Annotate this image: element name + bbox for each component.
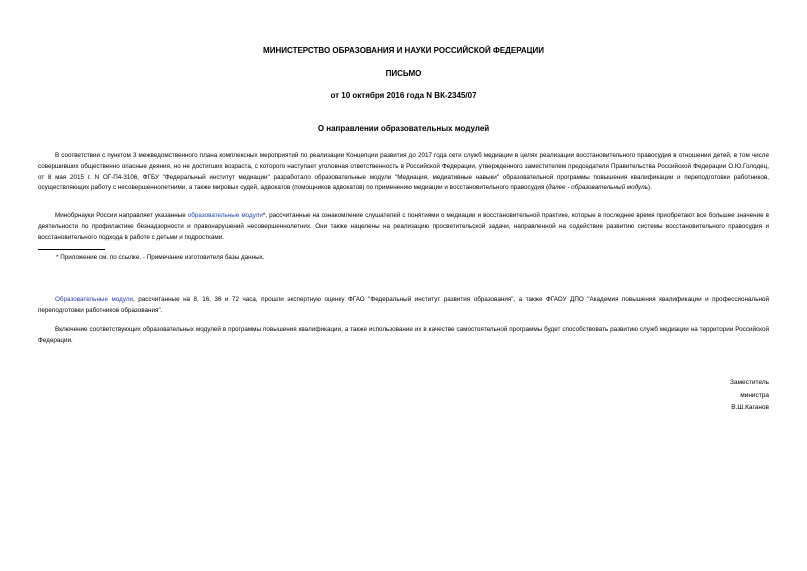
document-type: ПИСЬМО (385, 69, 422, 78)
modules-link[interactable]: образовательные модули (187, 212, 263, 219)
document-subject: О направлении образовательных модулей (317, 124, 490, 133)
paragraph-2 (38, 211, 769, 243)
signature-position: Заместитель (730, 379, 769, 386)
footnote: * Приложение см. по ссылке. - Примечание изготовителя базы данных. (56, 254, 265, 261)
signature-position-2: министра (740, 391, 769, 399)
signature-block (649, 377, 769, 415)
modules-link-2[interactable]: Образовательные модули (55, 296, 134, 303)
paragraph-2-rest: *, рассчитанные на ознакомление слушателей с понятиями о медиации и восстановительной практике, которые в последнее время приобретают все большее значение в деятельности по профилактике безнадзорности и правонарушений несовершеннолетних. Они также нацелены на реализацию просветительской задачи, направленной на содействие развитию системы восстановительного правосудия и восстановительного подхода в работе с детьми и подростками. (38, 212, 769, 241)
ministry-title: МИНИСТЕРСТВО ОБРАЗОВАНИЯ И НАУКИ РОССИЙСКОЙ ФЕДЕРАЦИИ (263, 46, 544, 55)
footnote-divider (38, 249, 105, 250)
paragraph-3-rest: , рассчитанные на 8, 16, 36 и 72 часа, прошли экспертную оценку ФГАО "Федеральный институт развития образования", а также ФГАОУ ДПО "Академия повышения квалификации и профессиональной переподготовки работников образования". (38, 296, 769, 314)
paragraph-1 (38, 151, 769, 194)
paragraph-1-text: В соответствии с пунктом 3 межведомственного плана комплексных мероприятий по реализации Концепции развития до 2017 года сети служб медиации в целях реализации восстановительного правосудия в отношении детей, в том числе совершивших общественно опасные деяния, но не достигших возраста, с которого наступает уголовная ответственность в Российской Федерации, утвержденного заместителем председателя Правительства Российской Федерации О.Ю.Голодец, от 8 мая 2015 г. N ОГ-П4-3106, ФГБУ "Федеральный институт медиации" разработало образовательные модули "Медиация, медиативные навыки" образовательной программы повышения квалификации и переподготовки работников, осуществляющих работу с несовершеннолетними, а также мировых судей, адвокатов (помощников адвокатов) по применению медиации и восстановительного правосудия ( (38, 152, 769, 192)
signature-name: В.Ш.Каганов (731, 404, 769, 411)
paragraph-4: Включение соответствующих образовательных модулей в программы повышения квалификации, а также использование их в качестве самостоятельной программы будет способствовать развитию служб медиации на территории Российской Федерации. (38, 326, 769, 344)
paragraph-1-italic: далее - образовательный модуль (548, 184, 648, 192)
paragraph-2-start: Минобрнауки России направляет указанные (55, 212, 188, 219)
paragraph-3 (38, 295, 769, 317)
paragraph-1-end: ). (648, 184, 652, 192)
document-date-number: от 10 октября 2016 года N ВК-2345/07 (330, 91, 477, 100)
